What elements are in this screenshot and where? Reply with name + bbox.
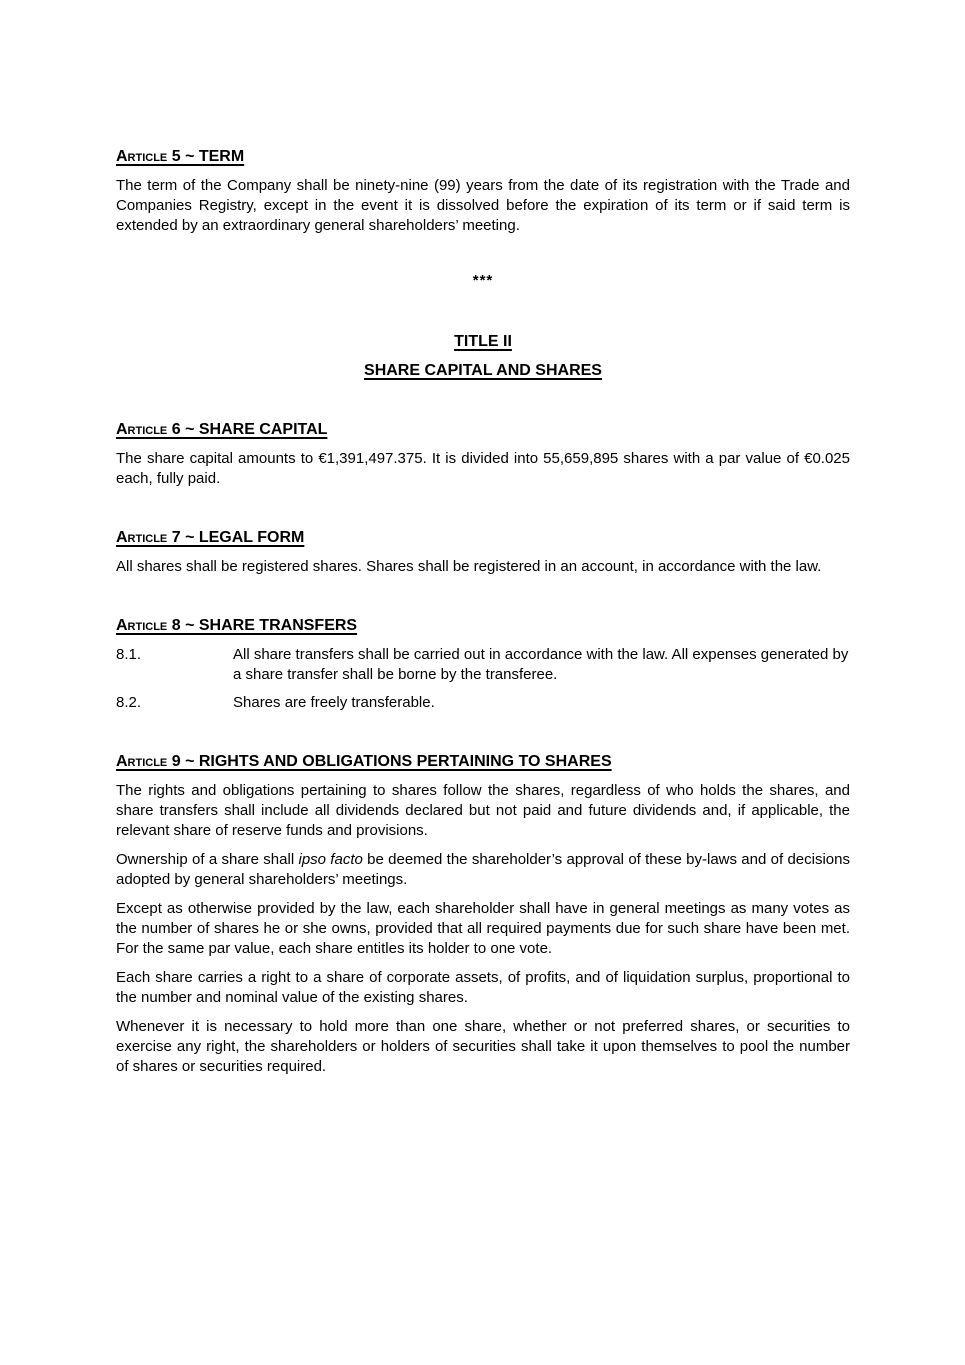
article-8-heading: Article 8 ~ SHARE TRANSFERS bbox=[116, 617, 358, 634]
clause-8-1-text: All share transfers shall be carried out in accordance with the law. All expenses generated by a share transfer shall be borne by the transferee. bbox=[233, 646, 849, 683]
article-6-heading: Article 6 ~ SHARE CAPITAL bbox=[116, 421, 328, 438]
article-9-paragraph-2 bbox=[116, 850, 850, 890]
article-6-paragraph: The share capital amounts to €1,391,497.375. It is divided into 55,659,895 shares with a par value of €0.025 each, fully paid. bbox=[116, 450, 850, 487]
share-capital-and-shares-text: SHARE CAPITAL AND SHARES bbox=[364, 362, 602, 379]
clause-8-1-number: 8.1. bbox=[116, 646, 142, 663]
clause-8-2 bbox=[116, 693, 850, 713]
title-ii-heading bbox=[116, 332, 850, 352]
article-7-heading: Article 7 ~ LEGAL FORM bbox=[116, 529, 305, 546]
article-9-heading: Article 9 ~ RIGHTS AND OBLIGATIONS PERTAINING TO SHARES bbox=[116, 753, 612, 770]
article-9-paragraph-2-italic: ipso facto bbox=[298, 851, 363, 868]
article-9-paragraph-1: The rights and obligations pertaining to shares follow the shares, regardless of who holds the shares, and share transfers shall include all dividends declared but not paid and future dividends and, if applicable, the relevant share of reserve funds and provisions. bbox=[116, 782, 850, 839]
clause-8-2-text: Shares are freely transferable. bbox=[233, 694, 435, 711]
article-7-paragraph: All shares shall be registered shares. Shares shall be registered in an account, in accordance with the law. bbox=[116, 558, 822, 575]
article-5-paragraph: The term of the Company shall be ninety-nine (99) years from the date of its registration with the Trade and Companies Registry, except in the event it is dissolved before the expiration of its term or if said term is extended by an extraordinary general shareholders’ meeting. bbox=[116, 177, 850, 234]
title-ii-text: TITLE II bbox=[454, 333, 512, 350]
article-5-heading: Article 5 ~ TERM bbox=[116, 148, 245, 165]
article-9-paragraph-2-pre: Ownership of a share shall bbox=[116, 851, 299, 868]
article-9-paragraph-4: Each share carries a right to a share of corporate assets, of profits, and of liquidation surplus, proportional to the number and nominal value of the existing shares. bbox=[116, 969, 850, 1006]
article-9-paragraph-5: Whenever it is necessary to hold more than one share, whether or not preferred shares, or securities to exercise any right, the shareholders or holders of securities shall take it upon themselves to pool the number of shares or securities required. bbox=[116, 1018, 850, 1075]
section-separator: *** bbox=[472, 272, 494, 289]
clause-8-1 bbox=[116, 645, 850, 685]
clause-8-2-number: 8.2. bbox=[116, 694, 142, 711]
article-9-paragraph-3: Except as otherwise provided by the law, each shareholder shall have in general meetings as many votes as the number of shares he or she owns, provided that all required payments due for such share have been met. For the same par value, each share entitles its holder to one vote. bbox=[116, 900, 850, 957]
article-9-paragraph-2-post: be deemed the shareholder’s approval of these by-laws and of decisions adopted by general shareholders’ meetings. bbox=[116, 851, 850, 888]
share-capital-and-shares-heading bbox=[116, 361, 850, 381]
